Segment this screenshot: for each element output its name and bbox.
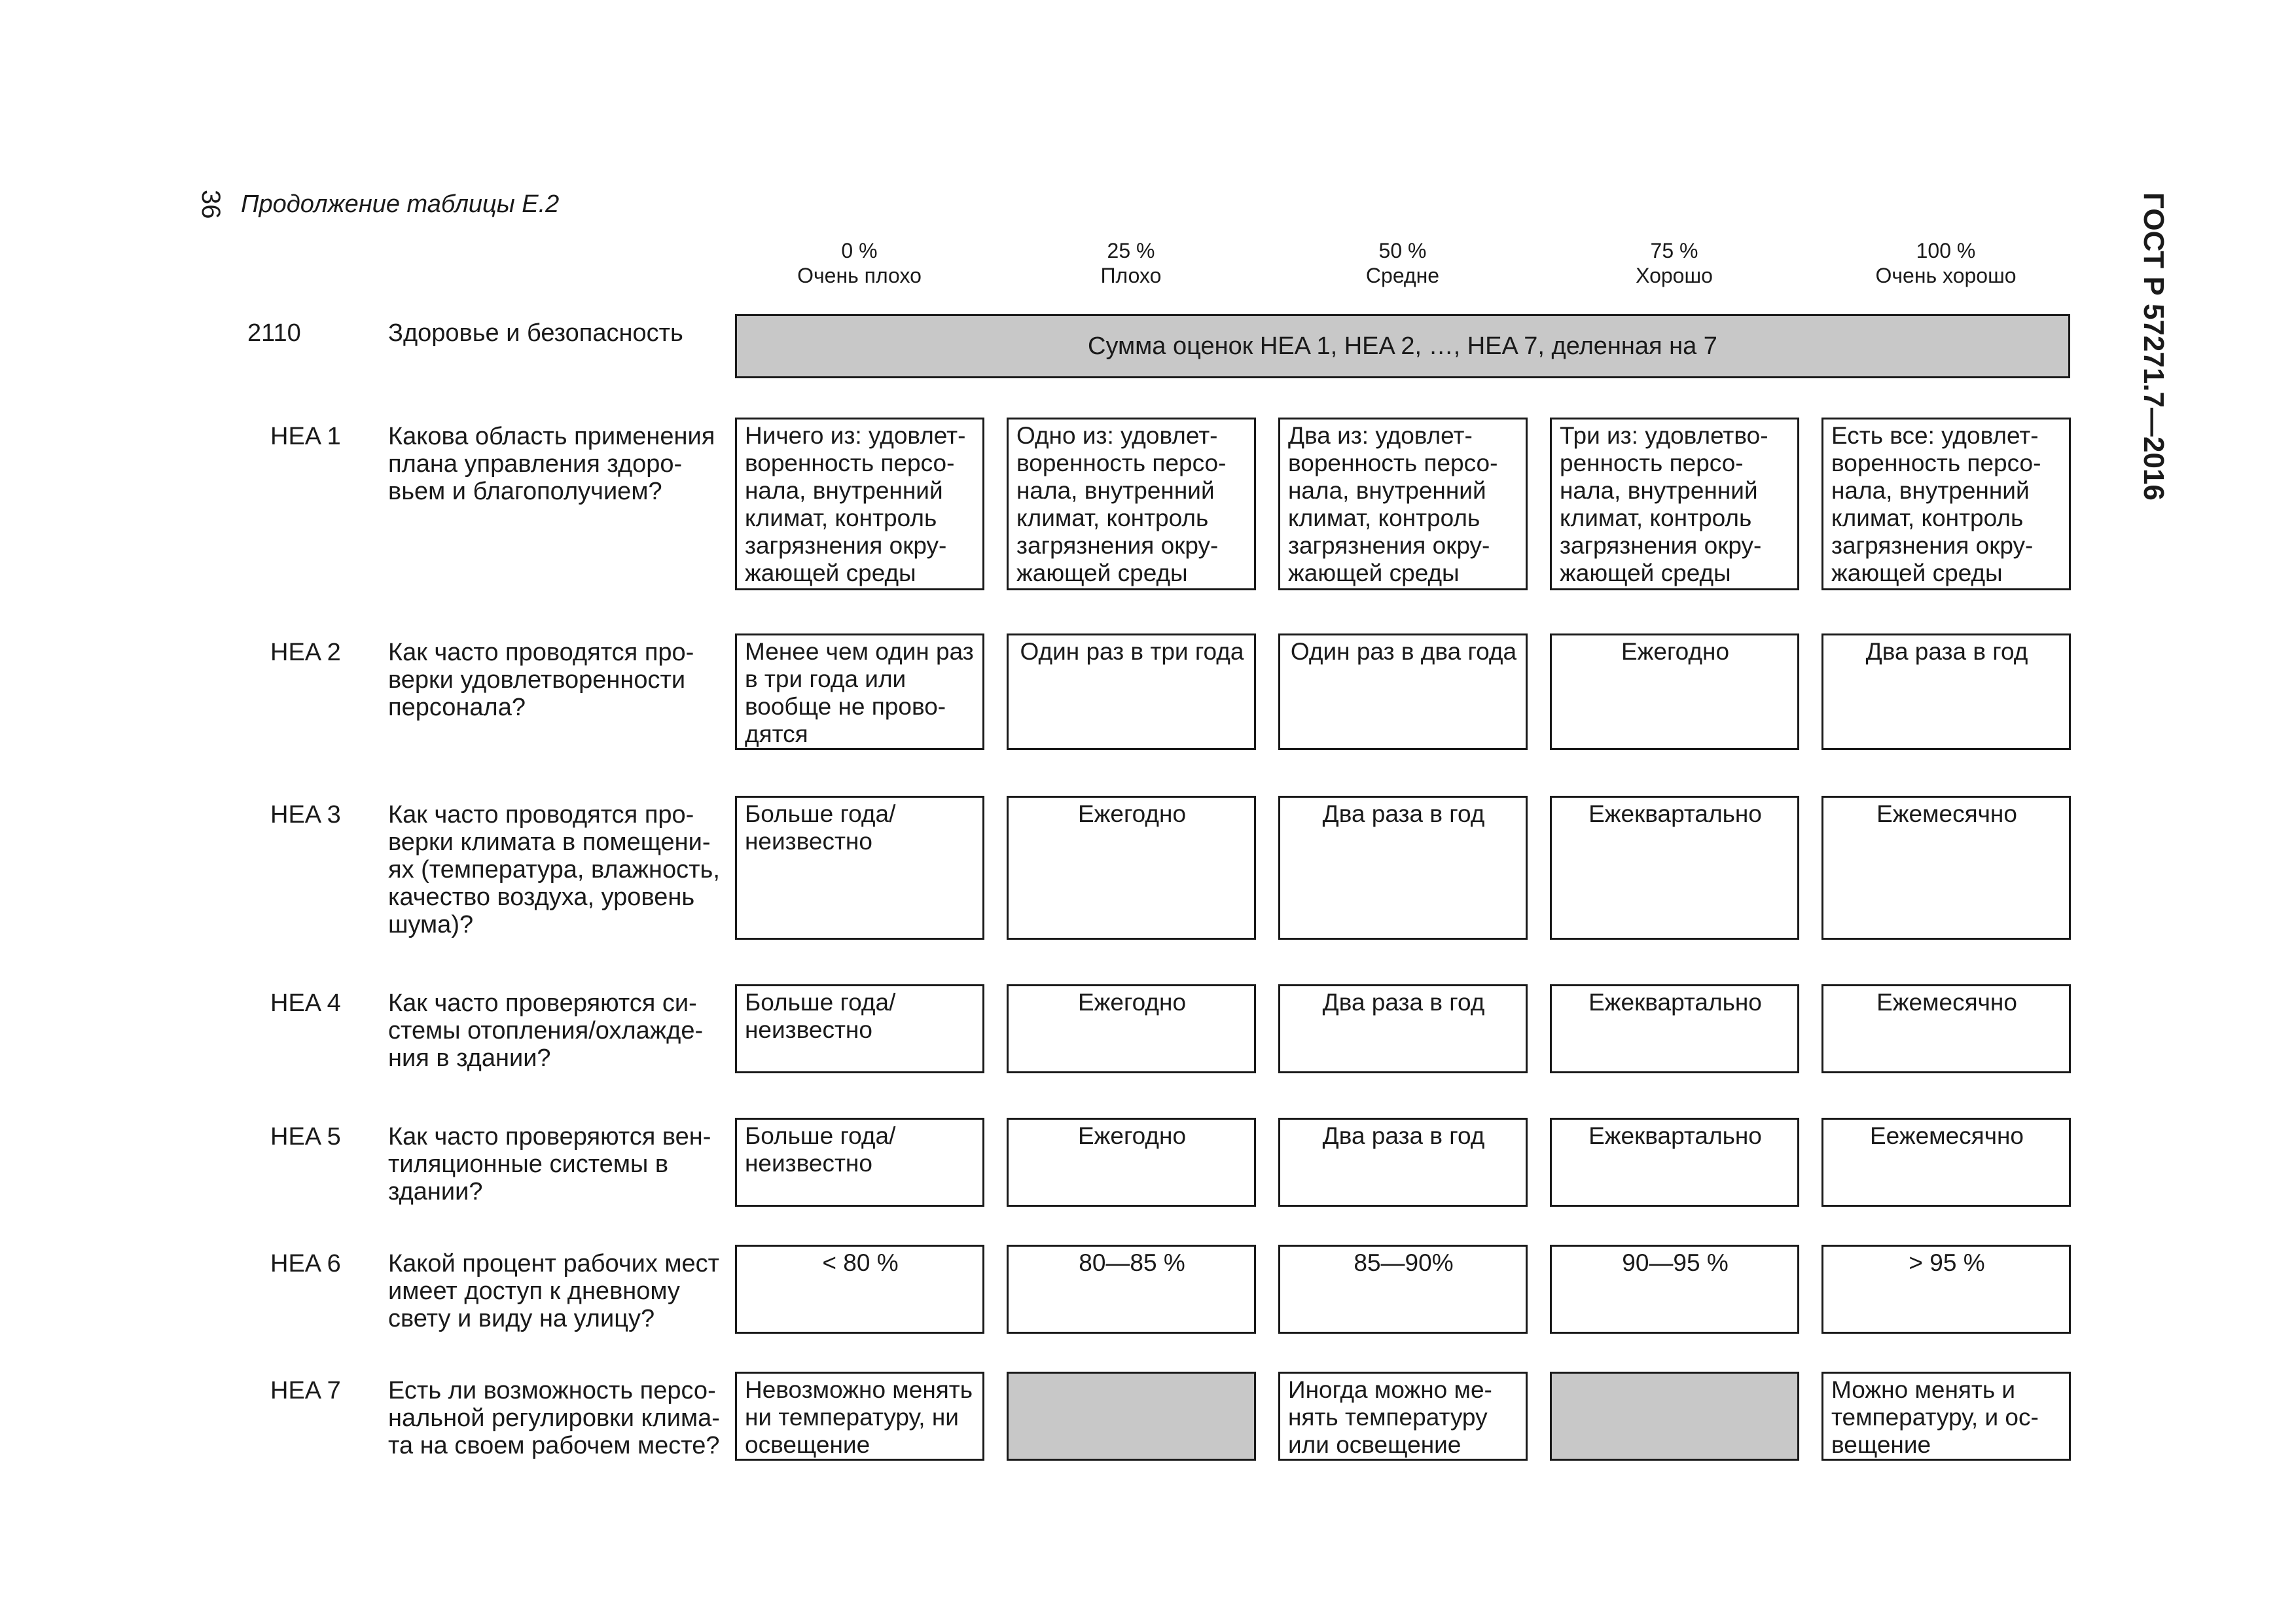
column-header-25	[1007, 238, 1255, 288]
score-cell: Один раз в два года	[1278, 633, 1528, 750]
row-question: Как часто проводятся про-верки удовлетворенности персонала?	[388, 639, 694, 721]
document-code: ГОСТ Р 57271.7—2016	[2138, 192, 2170, 501]
score-cell: Одно из: удовлет-воренность персо-нала, внутренний климат, контроль загрязнения окру-жающей среды	[1007, 418, 1256, 590]
score-cell: Два из: удовлет-воренность персо-нала, внутренний климат, контроль загрязнения окру-жающей среды	[1278, 418, 1528, 590]
score-cell: Больше года/ неизвестно	[735, 984, 984, 1073]
column-header-75	[1550, 238, 1799, 288]
column-pct: 75 %	[1650, 239, 1698, 262]
page-number: 36	[196, 190, 225, 219]
column-label: Очень плохо	[797, 264, 922, 287]
row-code: HEA 4	[270, 990, 341, 1017]
column-label: Средне	[1365, 264, 1440, 287]
row-code: HEA 3	[270, 801, 341, 829]
column-pct: 25 %	[1107, 239, 1155, 262]
score-cell: 85—90%	[1278, 1245, 1528, 1334]
score-cell: Ежемесячно	[1821, 796, 2071, 940]
score-cell: 90—95 %	[1550, 1245, 1799, 1334]
column-pct: 50 %	[1378, 239, 1427, 262]
row-question: Есть ли возможность персо-нальной регулировки клима-та на своем рабочем месте?	[388, 1377, 720, 1459]
score-cell: Есть все: удовлет-воренность персо-нала, внутренний климат, контроль загрязнения окру-жающей среды	[1821, 418, 2071, 590]
score-cell: > 95 %	[1821, 1245, 2071, 1334]
score-cell: Ежеквартально	[1550, 796, 1799, 940]
score-cell: Ежегодно	[1007, 796, 1256, 940]
score-cell: Иногда можно ме-нять температуру или освещение	[1278, 1372, 1528, 1461]
column-label: Очень хорошо	[1875, 264, 2017, 287]
score-cell: Два раза в год	[1278, 1118, 1528, 1207]
score-cell: Больше года/ неизвестно	[735, 1118, 984, 1207]
score-cell: 80—85 %	[1007, 1245, 1256, 1334]
score-cell-shaded	[1007, 1372, 1256, 1461]
row-code: HEA 7	[270, 1377, 341, 1404]
score-cell: Менее чем один раз в три года или вообще не прово-дятся	[735, 633, 984, 750]
score-cell: < 80 %	[735, 1245, 984, 1334]
score-cell: Можно менять и температуру, и ос-вещение	[1821, 1372, 2071, 1461]
score-cell: Невозможно менять ни температуру, ни освещение	[735, 1372, 984, 1461]
score-cell: Ежегодно	[1550, 633, 1799, 750]
score-cell: Ежеквартально	[1550, 984, 1799, 1073]
column-label: Плохо	[1100, 264, 1162, 287]
column-pct: 100 %	[1916, 239, 1976, 262]
column-header-50	[1278, 238, 1527, 288]
section-summary: Сумма оценок HEA 1, HEA 2, …, HEA 7, деленная на 7	[735, 314, 2070, 378]
score-cell: Еежемесячно	[1821, 1118, 2071, 1207]
score-cell-shaded	[1550, 1372, 1799, 1461]
document-code-wrap	[2132, 192, 2172, 501]
column-pct: 0 %	[841, 239, 878, 262]
score-cell: Ежегодно	[1007, 984, 1256, 1073]
score-cell: Два раза в год	[1278, 796, 1528, 940]
section-code: 2110	[247, 319, 301, 347]
row-question: Как часто проводятся про-верки климата в помещени-ях (температура, влажность, качество воздуха, уровень шума)?	[388, 801, 720, 938]
score-cell: Ежегодно	[1007, 1118, 1256, 1207]
row-code: HEA 2	[270, 639, 341, 666]
score-cell: Ничего из: удовлет-воренность персо-нала, внутренний климат, контроль загрязнения окру-жающей среды	[735, 418, 984, 590]
section-title: Здоровье и безопасность	[388, 319, 683, 347]
row-question: Какой процент рабочих мест имеет доступ к дневному свету и виду на улицу?	[388, 1250, 720, 1332]
score-cell: Ежемесячно	[1821, 984, 2071, 1073]
score-cell: Два раза в год	[1821, 633, 2071, 750]
row-question: Какова область применения плана управления здоро-вьем и благополучием?	[388, 423, 715, 505]
row-question: Как часто проверяются си-стемы отопления/охлажде-ния в здании?	[388, 990, 704, 1072]
table-caption: Продолжение таблицы Е.2	[241, 190, 560, 218]
score-cell: Два раза в год	[1278, 984, 1528, 1073]
score-cell: Один раз в три года	[1007, 633, 1256, 750]
column-label: Хорошо	[1636, 264, 1713, 287]
row-code: HEA 1	[270, 423, 341, 450]
score-cell: Больше года/ неизвестно	[735, 796, 984, 940]
column-header-100	[1821, 238, 2070, 288]
score-cell: Ежеквартально	[1550, 1118, 1799, 1207]
column-header-0	[735, 238, 984, 288]
row-code: HEA 6	[270, 1250, 341, 1277]
score-cell: Три из: удовлетво-ренность персо-нала, внутренний климат, контроль загрязнения окру-жающей среды	[1550, 418, 1799, 590]
row-question: Как часто проверяются вен-тиляционные системы в здании?	[388, 1123, 711, 1205]
row-code: HEA 5	[270, 1123, 341, 1150]
